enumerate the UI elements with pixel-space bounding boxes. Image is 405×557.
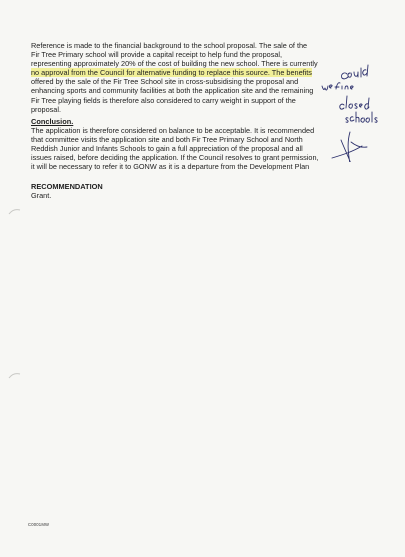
scribble-word xyxy=(346,112,377,122)
text-line: Reddish Junior and Infants Schools to gain a full appreciation of the proposal and all xyxy=(31,144,303,154)
text-line: representing approximately 20% of the cost of building the new school. There is currently xyxy=(31,59,318,69)
text-line: The application is therefore considered on balance to be acceptable. It is recommended xyxy=(31,126,315,135)
highlighted-text: no approval from the Council for alternative funding to replace this source. The benefits xyxy=(31,68,312,78)
recommendation-value: Grant. xyxy=(31,191,52,200)
financial-background-paragraph xyxy=(31,41,349,114)
scan-mark xyxy=(8,208,22,216)
text-line: issues raised, before deciding the application. If the Council resolves to grant permission, xyxy=(31,153,319,163)
conclusion-paragraph xyxy=(31,126,349,171)
tick-mark xyxy=(332,132,367,162)
text-line xyxy=(31,68,349,77)
recommendation-heading: RECOMMENDATION xyxy=(31,182,103,191)
text-line: enhancing sports and community facilities at both the application site and the remaining xyxy=(31,86,314,96)
conclusion-heading: Conclusion. xyxy=(31,117,74,126)
text-line: Fir Tree Primary school will provide a capital receipt to help fund the proposal, xyxy=(31,50,283,60)
scribble-word xyxy=(341,65,368,79)
text-line: proposal. xyxy=(31,104,62,114)
text-line: that committee visits the application site and both Fir Tree Primary School and North xyxy=(31,135,303,145)
scribble-word xyxy=(340,96,369,109)
text-line: it will be necessary to refer it to GONW as it is a departure from the Development Plan xyxy=(31,162,310,172)
text-line: Fir Tree playing fields is therefore also considered to carry weight in support of the xyxy=(31,95,296,105)
scribble-word xyxy=(322,83,353,90)
text-line: Reference is made to the financial background to the school proposal. The sale of the xyxy=(31,41,308,50)
footer-document-code: C0001MW xyxy=(28,522,50,527)
scan-mark xyxy=(8,372,22,380)
text-line: offered by the sale of the Fir Tree School site in cross-subsidising the proposal and xyxy=(31,77,299,87)
handwritten-margin-note xyxy=(320,62,400,162)
